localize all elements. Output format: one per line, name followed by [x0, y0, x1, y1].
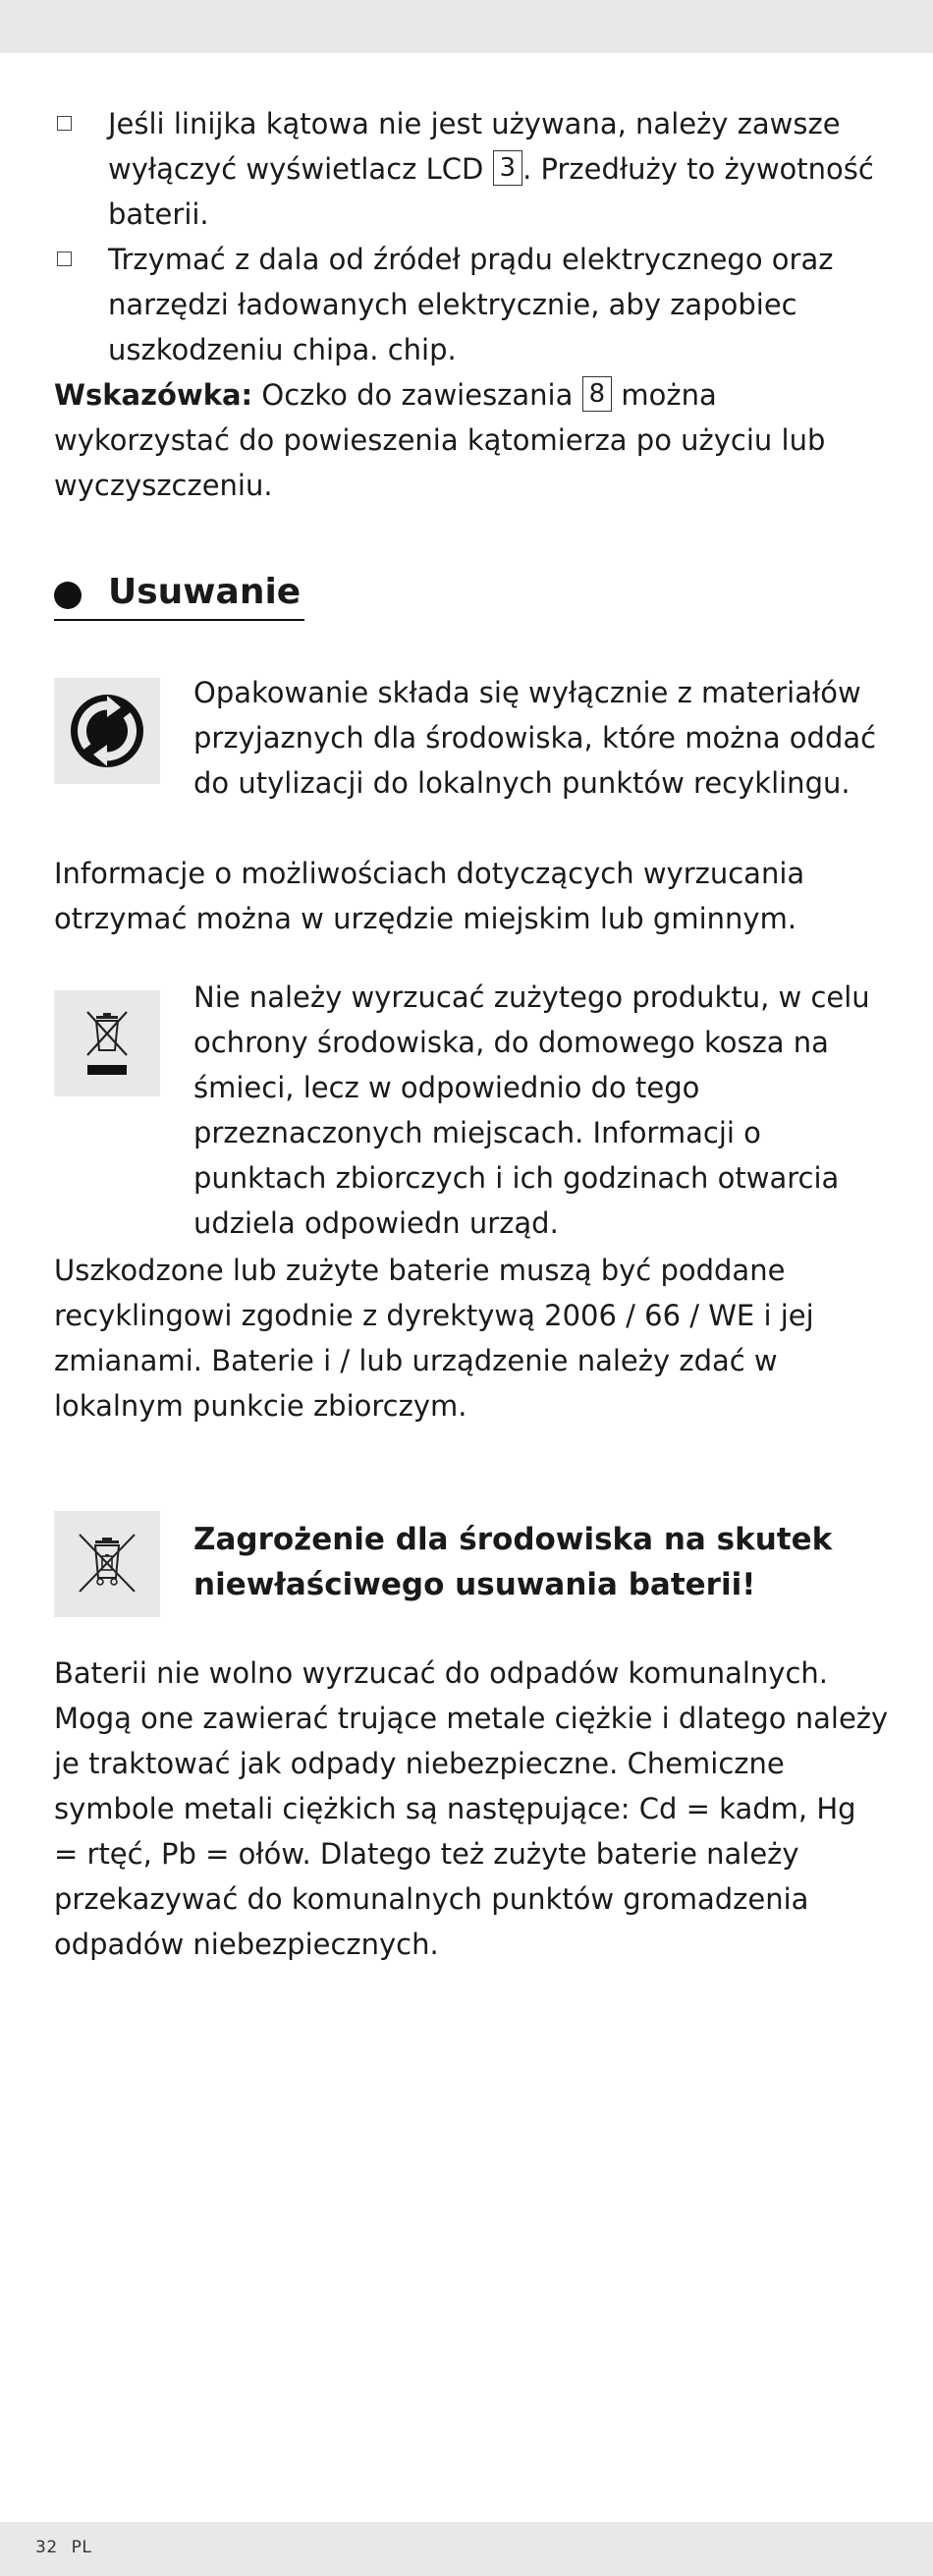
top-bar: [0, 0, 933, 53]
battery-text: Uszkodzone lub zużyte baterie muszą być poddane recyklingowi zgodnie z dyrektywą 2006 / 66 / WE i jej zmianami. Baterie i / lub urządzenie należy zdać w lokalnym punkcie zbiorczym.: [54, 1254, 814, 1423]
hint-text-before: Oczko do zawieszania: [252, 378, 582, 412]
product-disposal-text: Nie należy wyrzucać zużytego produktu, w celu ochrony środowiska, do domowego kosza na śmieci, lecz w odpowiednio do tego przeznaczonych miejscach. Informacji o punktach zbiorczych i ich godzinach otwarcia udziela odpowiedn urząd.: [193, 980, 870, 1240]
section-underline: [54, 619, 304, 621]
language-code: PL: [71, 2538, 92, 2557]
checkbox-bullet-icon: [57, 116, 72, 131]
hint-text-after: można wykorzystać do powieszenia kątomierza po użyciu lub wyczyszczeniu.: [54, 378, 826, 502]
warning-text: Baterii nie wolno wyrzucać do odpadów komunalnych. Mogą one zawierać trujące metale ciężkie i dlatego należy je traktować jak odpady niebezpieczne. Chemiczne symbole metali ciężkich są następujące: Cd = kadm, Hg = rtęć, Pb = ołów. Dlatego też zużyte baterie należy przekazywać do komunalnych punktów gromadzenia odpadów niebezpiecznych.: [54, 1656, 889, 1961]
page-footer: [0, 2522, 933, 2576]
part-number-badge: 3: [493, 150, 523, 186]
page-content: [54, 101, 889, 1967]
part-number-badge: 8: [582, 376, 613, 412]
hint-paragraph: [54, 372, 889, 508]
packaging-block: [54, 670, 889, 806]
section-dot-icon: [54, 582, 82, 609]
green-dot-recycle-icon: [54, 678, 160, 784]
bullet-text: Trzymać z dala od źródeł prądu elektrycznego oraz narzędzi ładowanych elektrycznie, aby zapobiec uszkodzeniu chipa. chip.: [108, 243, 834, 366]
crossed-bin-bar-icon: [54, 990, 160, 1096]
section-title: Usuwanie: [108, 572, 302, 612]
list-item: [54, 237, 889, 372]
info-text: Informacje o możliwościach dotyczących wyrzucania otrzymać można w urzędzie miejskim lub gminnym.: [54, 857, 805, 935]
crossed-bin-battery-icon: [54, 1511, 160, 1617]
list-item: [54, 101, 889, 237]
warning-title: Zagrożenie dla środowiska na skutek niewłaściwego usuwania baterii!: [193, 1522, 833, 1602]
page-number: 32: [35, 2538, 58, 2557]
checkbox-bullet-icon: [57, 252, 72, 266]
packaging-text: Opakowanie składa się wyłącznie z materiałów przyjaznych dla środowiska, które można oddać do utylizacji do lokalnych punktów recyklingu.: [193, 676, 877, 800]
bullet-text-before: Jeśli linijka kątowa nie jest używana, należy zawsze wyłączyć wyświetlacz LCD: [108, 107, 841, 186]
hint-label: Wskazówka:: [54, 378, 253, 412]
product-disposal-block: [54, 975, 889, 1246]
section-heading: [54, 560, 889, 629]
bullet-text-after: . Przedłuży to żywotność baterii.: [108, 152, 874, 231]
footer-text: [35, 2538, 105, 2557]
battery-warning-block: [54, 1511, 889, 1619]
